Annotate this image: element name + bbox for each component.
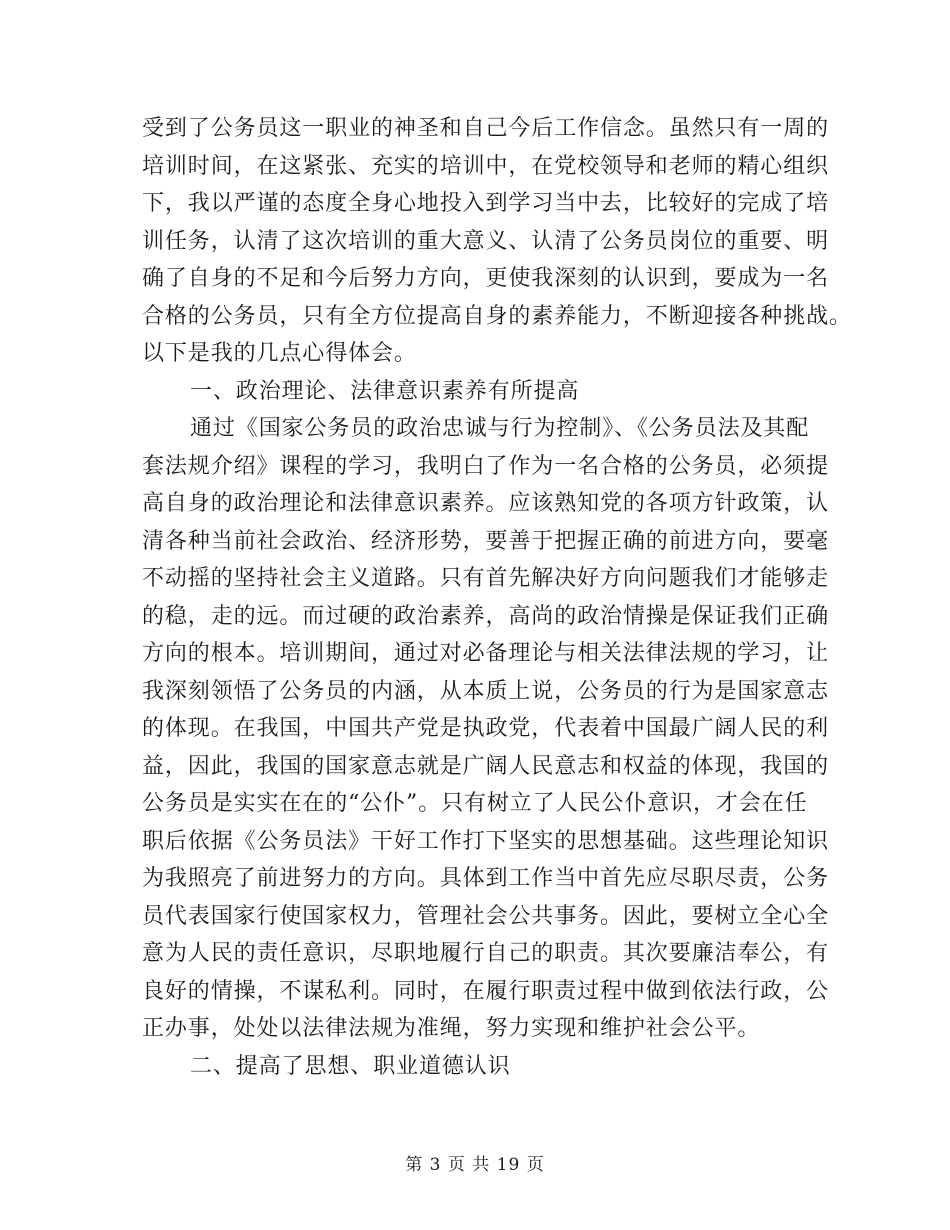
text-line: 员代表国家行使国家权力，管理社会公共事务。因此，要树立全心全 xyxy=(142,903,830,929)
text-line: 以下是我的几点心得体会。 xyxy=(142,341,417,366)
body-text xyxy=(142,110,852,1085)
text-line: 下，我以严谨的态度全身心地投入到学习当中去，比较好的完成了培 xyxy=(142,191,830,216)
text-line: 公务员是实实在在的“公仆”。只有树立了人民公仆意识，才会在任 xyxy=(142,791,808,816)
text-line: 确了自身的不足和今后努力方向，更使我深刻的认识到，要成为一名 xyxy=(142,266,830,291)
page-number-footer: 第 3 页 共 19 页 xyxy=(405,1155,545,1175)
text-line: 的稳，走的远。而过硬的政治素养，高尚的政治情操是保证我们正确 xyxy=(142,603,830,629)
text-line: 益，因此，我国的国家意志就是广阔人民意志和权益的体现，我国的 xyxy=(142,753,830,779)
text-line: 的体现。在我国，中国共产党是执政党，代表着中国最广阔人民的利 xyxy=(142,716,830,741)
text-line: 职后依据《公务员法》干好工作打下坚实的思想基础。这些理论知识 xyxy=(142,828,830,854)
text-line: 为我照亮了前进努力的方向。具体到工作当中首先应尽职尽责，公务 xyxy=(142,866,830,891)
text-line: 通过《国家公务员的政治忠诚与行为控制》、《公务员法及其配 xyxy=(190,416,810,441)
text-line: 良好的情操，不谋私利。同时，在履行职责过程中做到依法行政，公 xyxy=(142,978,830,1004)
text-line: 不动摇的坚持社会主义道路。只有首先解决好方向问题我们才能够走 xyxy=(142,566,830,591)
text-line: 方向的根本。培训期间，通过对必备理论与相关法律法规的学习，让 xyxy=(142,641,830,666)
section-heading-2: 二、提高了思想、职业道德认识 xyxy=(190,1053,511,1079)
text-line: 合格的公务员，只有全方位提高自身的素养能力，不断迎接各种挑战。 xyxy=(142,303,852,329)
text-line: 培训时间，在这紧张、充实的培训中，在党校领导和老师的精心组织 xyxy=(142,153,830,179)
text-line: 我深刻领悟了公务员的内涵，从本质上说，公务员的行为是国家意志 xyxy=(142,678,830,704)
text-line: 套法规介绍》课程的学习，我明白了作为一名合格的公务员，必须提 xyxy=(142,453,830,479)
section-heading-1: 一、政治理论、法律意识素养有所提高 xyxy=(190,378,580,404)
text-line: 正办事，处处以法律法规为准绳，努力实现和维护社会公平。 xyxy=(142,1016,761,1041)
text-line: 意为人民的责任意识，尽职地履行自己的职责。其次要廉洁奉公，有 xyxy=(142,941,830,966)
text-line: 训任务，认清了这次培训的重大意义、认清了公务员岗位的重要、明 xyxy=(142,228,830,254)
text-line: 受到了公务员这一职业的神圣和自己今后工作信念。虽然只有一周的 xyxy=(142,116,830,141)
text-line: 高自身的政治理论和法律意识素养。应该熟知党的各项方针政策，认 xyxy=(142,491,830,516)
text-line: 清各种当前社会政治、经济形势，要善于把握正确的前进方向，要毫 xyxy=(142,528,830,554)
